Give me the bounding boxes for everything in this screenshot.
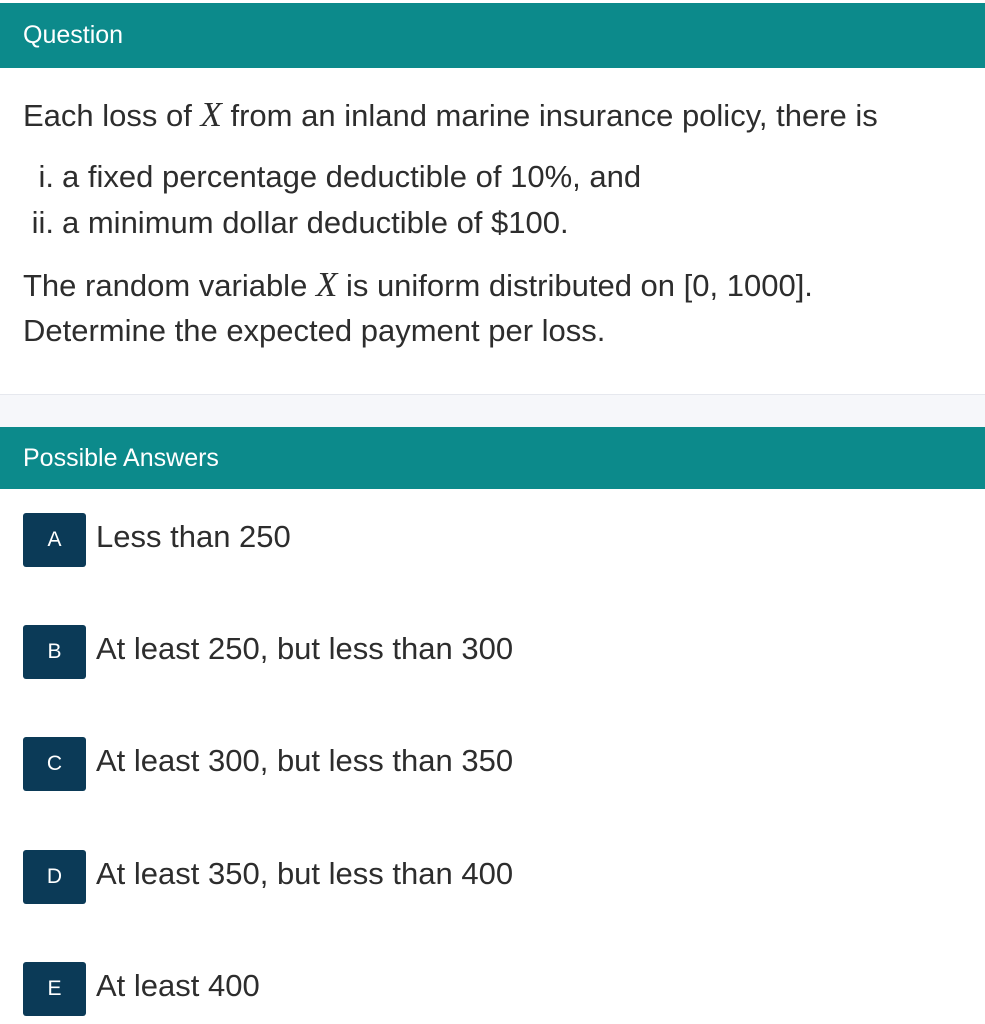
condition-marker: i. bbox=[38, 159, 54, 194]
question-intro bbox=[23, 95, 878, 136]
option-letter-badge[interactable]: B bbox=[23, 625, 86, 679]
option-letter-badge[interactable]: C bbox=[23, 737, 86, 791]
option-letter-badge[interactable]: A bbox=[23, 513, 86, 567]
question-ask bbox=[23, 311, 605, 351]
answer-option-d[interactable] bbox=[23, 850, 643, 904]
option-text[interactable]: At least 350, but less than 400 bbox=[96, 856, 514, 891]
condition-item bbox=[18, 203, 569, 243]
answers-header bbox=[0, 427, 985, 489]
condition-text: a fixed percentage deductible of 10%, and bbox=[62, 159, 642, 194]
option-text[interactable]: At least 300, but less than 350 bbox=[96, 743, 514, 778]
answer-option-c[interactable] bbox=[23, 737, 643, 791]
option-text[interactable]: At least 400 bbox=[96, 968, 260, 1003]
option-text[interactable]: At least 250, but less than 300 bbox=[96, 631, 514, 666]
answer-option-e[interactable] bbox=[23, 962, 643, 1016]
question-header bbox=[0, 3, 985, 68]
answers-header-title: Possible Answers bbox=[23, 443, 219, 472]
condition-item bbox=[18, 157, 641, 197]
intro-text-before: Each loss of bbox=[23, 98, 201, 133]
dist-text-after: is uniform distributed on [0, 1000]. bbox=[337, 268, 813, 303]
option-letter-badge[interactable]: D bbox=[23, 850, 86, 904]
section-divider bbox=[0, 394, 985, 427]
answer-option-b[interactable] bbox=[23, 625, 643, 679]
answer-option-a[interactable] bbox=[23, 513, 643, 567]
ask-text: Determine the expected payment per loss. bbox=[23, 313, 606, 348]
intro-text-after: from an inland marine insurance policy, there is bbox=[221, 98, 878, 133]
intro-variable: X bbox=[200, 95, 222, 134]
option-letter-badge[interactable]: E bbox=[23, 962, 86, 1016]
question-distribution bbox=[23, 265, 813, 306]
question-header-title: Question bbox=[23, 21, 124, 49]
condition-text: a minimum dollar deductible of $100. bbox=[62, 205, 569, 240]
dist-variable: X bbox=[315, 265, 338, 304]
condition-marker: ii. bbox=[31, 205, 54, 240]
option-text[interactable]: Less than 250 bbox=[96, 519, 291, 554]
dist-text-before: The random variable bbox=[23, 268, 316, 303]
